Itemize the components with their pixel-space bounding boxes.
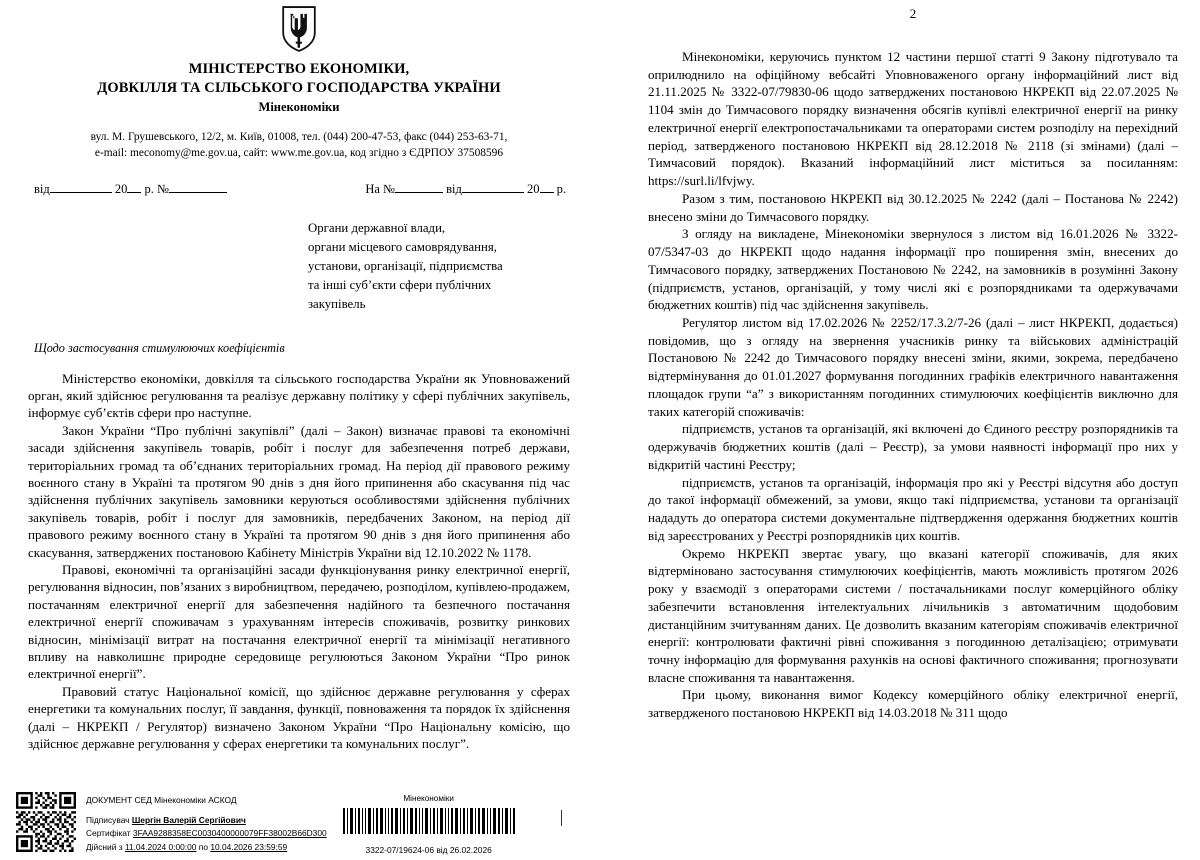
page-2-body: [648, 48, 1178, 722]
signer-row: [86, 814, 327, 828]
registration-stamp: [341, 792, 517, 855]
barcode-icon: [341, 808, 517, 834]
body-paragraph: Закон України “Про публічні закупівлі” (далі – Закон) визначає правові та економічні засади здійснення закупівель товарів, робіт і послуг для забезпечення потреб держави, територіальних громад та об’єднаних територіальних громад. На період дії правового режиму воєнного стану в Україні та протягом 90 днів з дня його припинення або скасування під час здійснення публічних закупівель замовники керуються особливостями здійснення публічних закупівель товарів, робіт і послуг для замовників, передбачених Законом, на період дії правового режиму воєнного стану в Україні та протягом 90 днів з дня його припинення або скасування, затверджених постановою Кабінету Міністрів України від 12.10.2022 № 1178.: [28, 422, 570, 560]
organization-title: [28, 60, 570, 98]
signature-footer: [16, 792, 600, 858]
on-year-blank[interactable]: [540, 192, 554, 193]
addressee-line: закупівель: [308, 297, 366, 312]
org-title-line-2: ДОВКІЛЛЯ ТА СІЛЬСЬКОГО ГОСПОДАРСТВА УКРАЇНИ: [97, 80, 501, 97]
body-paragraph: Разом з тим, постановою НКРЕКП від 30.12.2025 № 2242 (далі – Постанова № 2242) внесено зміни до Тимчасового порядку.: [648, 190, 1178, 224]
document-page-2: [600, 0, 1200, 860]
ukraine-trident-icon: [281, 6, 317, 52]
from-label: від: [34, 181, 50, 196]
on-r-label: р.: [556, 181, 566, 196]
system-line: ДОКУМЕНТ СЕД Мінекономіки АСКОД: [86, 795, 237, 805]
reference-spacer: [227, 182, 365, 197]
valid-to: 10.04.2026 23:59:59: [210, 841, 288, 852]
organization-contacts: [28, 129, 570, 161]
organization-short-name: Мінекономіки: [258, 100, 340, 115]
addressee-block: [308, 219, 578, 315]
signer-name: Шергін Валерій Сергійович: [131, 814, 246, 825]
addressee-line: установи, організації, підприємства: [308, 259, 503, 273]
addressee-line: Органи державної влади,: [308, 220, 446, 235]
validity-row: [86, 841, 327, 855]
body-paragraph: Мінекономіки, керуючись пунктом 12 частини першої статті 9 Закону підготувало та оприлюднило на офіційному вебсайті Уповноваженого органу інформаційний лист від 21.11.2025 № 3322-07/79830-06 щодо затверджених постановою НКРЕКП від 22.07.2025 № 1104 змін до Тимчасового порядку визначення обсягів купівлі електричної енергії на ринку електричної енергії електропостачальниками та операторами систем розподілу на перехідний період, затвердженого постановою НКРЕКП від 28.12.2018 № 2118 (зі змінами) (далі – Тимчасовий порядок). Вказаний інформаційний лист міститься за посиланням: https://surl.li/lfvjwy.: [648, 49, 1178, 189]
certificate-row: [86, 827, 327, 841]
body-paragraph: Правовий статус Національної комісії, що здійснює державне регулювання у сферах енергетики та комунальних послуг, її завдання, функції, повноваження та порядок їх здійснення (далі – НКРЕКП / Регулятор) визначено Законом України “Про Національну комісію, що здійснює державне регулювання у сферах енергетики та комунальних послуг”.: [28, 683, 570, 752]
body-paragraph: Правові, економічні та організаційні засади функціонування ринку електричної енергії, регулювання відносин, пов’язаних з виробництвом, передачею, розподілом, купівлею-продажем, постачанням електричної енергії для забезпечення надійного та безпечного постачання електричної енергії споживачам з урахуванням інтересів споживачів, розвитку ринкових відносин, мінімізації витрат на постачання електричної енергії та мінімізації негативного впливу на навколишнє природне середовище регулюються Законом України “Про ринок електричної енергії”.: [28, 562, 570, 682]
reference-number-row: [28, 182, 570, 197]
signature-details: [86, 792, 327, 854]
incoming-reference: [365, 182, 566, 197]
valid-to-label: по: [198, 841, 208, 852]
page-1-body: [28, 370, 570, 753]
stamp-title: Мінекономіки: [403, 794, 454, 803]
stamp-number: 3322-07/19624-06 від 26.02.2026: [365, 845, 492, 855]
body-paragraph-bullet: підприємств, установ та організацій, які включені до Єдиного реєстру розпорядників та одержувачів бюджетних коштів (далі – Реєстр), за умови наявності інформації про них у відкритій частині Реєстру;: [648, 421, 1178, 472]
year-label: 20: [114, 181, 128, 196]
scan-mark: [561, 810, 562, 826]
on-number-label: На №: [365, 181, 395, 196]
number-blank[interactable]: [169, 192, 227, 193]
contacts-address-line: вул. М. Грушевського, 12/2, м. Київ, 01008, тел. (044) 200-47-53, факс (044) 253-63-71,: [90, 131, 508, 144]
body-paragraph: Окремо НКРЕКП звертає увагу, що вказані категорії споживачів, для яких відтерміновано застосування стимулюючих коефіцієнтів, мають можливість протягом 2026 року у взаємодії з операторами системи / постачальниками послуг комерційного обліку забезпечити встановлення інтелектуальних лічильників з автоматичним щодобовим дистанційним зчитуванням даних. Це дозволить вказаним категоріям споживачів електричної енергії: контролювати фактичні рівні споживання з погодинною деталізацією; отримувати точну інформацію для формування рахунків на основі фактичного споживання; прогнозувати власне споживання та навантаження.: [648, 545, 1178, 685]
certificate-value: 3FAA9288358EC0030400000079FF38002B66D300: [132, 828, 327, 839]
page-number: 2: [909, 6, 917, 21]
certificate-label: Сертифікат: [86, 828, 131, 839]
signer-label: Підписувач: [86, 814, 130, 825]
body-paragraph: Міністерство економіки, довкілля та сільського господарства України як Уповноважений орган, який здійснює регулювання та реалізує державну політику у сфері публічних закупівель, інформує суб’єктів сфери про наступне.: [28, 370, 570, 421]
addressee-line: та інші суб’єкти сфери публічних: [308, 278, 492, 293]
number-label: р. №: [144, 181, 169, 196]
outgoing-reference: [34, 182, 227, 197]
coat-of-arms-container: [28, 0, 570, 52]
on-date-blank[interactable]: [462, 192, 524, 193]
body-paragraph: З огляду на викладене, Мінекономіки звернулося з листом від 16.01.2026 № 3322-07/5347-03 до НКРЕКП щодо надання інформації про поширення змін, внесених до Тимчасового порядку, затверджених Постановою № 2242, на замовників в розумінні Закону (підприємств, установ, організацій, у тому числі які є розпорядниками та одержувачами бюджетних коштів) під час здійснення закупівель.: [648, 226, 1178, 313]
year-blank[interactable]: [127, 192, 141, 193]
body-paragraph: Регулятор листом від 17.02.2026 № 2252/17.3.2/7-26 (далі – лист НКРЕКП, додається) повідомив, що з огляду на звернення учасників ринку та військових адміністрацій Постановою № 2242 до Тимчасового порядку внесені зміни, якими, зокрема, передбачено відтермінування до 01.01.2027 формування погодинних графіків електричного навантаження площадок групи “а” з використанням погодинних стимулюючих коефіцієнтів виключно для таких категорій споживачів:: [648, 315, 1178, 419]
body-paragraph-bullet: підприємств, установ та організацій, інформація про які у Реєстрі відсутня або доступ до такої інформації обмежений, за умови, якщо такі підприємства, установи та організації нададуть до оператора системи документальне підтвердження одержання бюджетних коштів від зареєстрованих у Реєстрі розпорядників цих коштів.: [648, 474, 1178, 543]
valid-from: 11.04.2024 0:00:00: [124, 841, 197, 852]
qr-code-icon: [16, 792, 76, 852]
subject-line: Щодо застосування стимулюючих коефіцієнтів: [34, 340, 285, 355]
body-paragraph: При цьому, виконання вимог Кодексу комерційного обліку електричної енергії, затвердженого постановою НКРЕКП від 14.03.2018 № 311 щодо: [648, 687, 1178, 721]
valid-label: Дійсний з: [86, 841, 123, 852]
org-title-line-1: МІНІСТЕРСТВО ЕКОНОМІКИ,: [188, 61, 410, 77]
page-2-top-spacer: [648, 26, 1178, 48]
on-year-label: 20: [527, 181, 540, 196]
contacts-email-line: e-mail: meconomy@me.gov.ua, сайт: www.me.gov.ua, код згідно з ЄДРПОУ 37508596: [94, 147, 504, 160]
from-date-blank[interactable]: [50, 192, 112, 193]
on-number-blank[interactable]: [395, 192, 443, 193]
on-from-label: від: [446, 181, 462, 196]
addressee-line: органи місцевого самоврядування,: [308, 239, 497, 254]
